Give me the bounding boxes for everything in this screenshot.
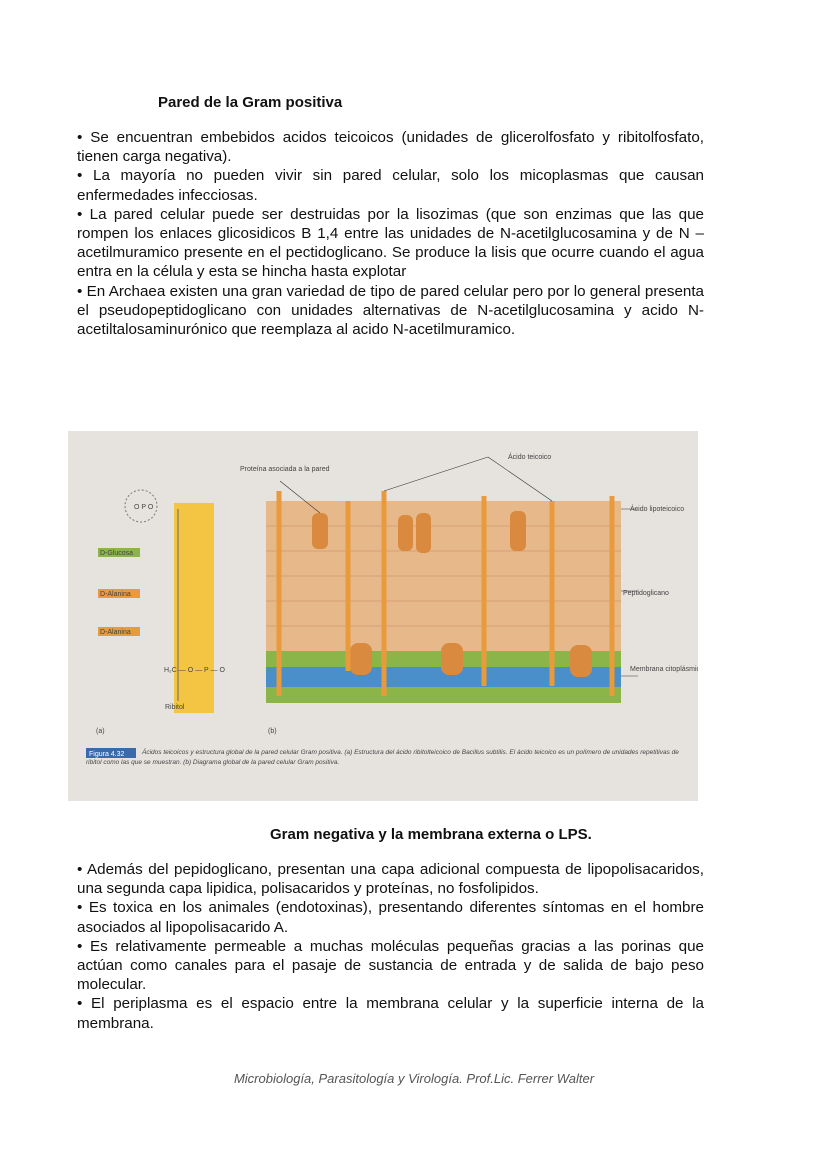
gram-negative-text <box>77 860 704 1033</box>
svg-text:H₂C — O — P — O: H₂C — O — P — O <box>164 667 225 674</box>
bullet-item: • El periplasma es el espacio entre la membrana celular y la superficie interna de la membrana. <box>77 995 704 1032</box>
ribitol-label: Ribitol <box>165 704 185 711</box>
bullet-item: • Es relativamente permeable a muchas moléculas pequeñas gracias a las porinas que actúan como canales para el pasaje de sustancia de entrada y de salida de bajo peso molecular. <box>77 937 704 994</box>
figure-number: Figura 4.32 <box>89 751 125 758</box>
protein-label: Proteína asociada a la pared <box>240 466 330 473</box>
bullet-item: • En Archaea existen una gran variedad de tipo de pared celular pero por lo general presenta el pseudopeptidoglicano con unidades alternativas de N-acetilglucosamina y acido N- acetiltalosaminurónico que reemplaza al acido N-acetilmuramico. <box>77 282 704 339</box>
bullet-item: • Se encuentran embebidos acidos teicoicos (unidades de glicerolfosfato y ribitolfosfato, tienen carga negativa). <box>77 129 704 166</box>
bullet-item: • Es toxica en los animales (endotoxinas), presentando diferentes síntomas en el hombre asociados al lipopolisacarido A. <box>77 899 704 936</box>
figure-caption: Ácidos teicoicos y estructura global de la pared celular Gram positiva. (a) Estructura del ácido ribitolteicoico de Bacillus subtilis. El ácido teicoico es un polímero de unidades repetitivas de ribitol como las que se muestran. (b) Diagrama global de la pared celular Gram positiva. <box>86 749 679 766</box>
bullet-item: • La mayoría no pueden vivir sin pared celular, solo los micoplasmas que causan enfermedades infecciosas. <box>77 167 704 204</box>
panel-b-letter: (b) <box>268 728 277 735</box>
alanine-label: D-Alanina <box>100 629 131 636</box>
bullet-item: • La pared celular puede ser destruidas por la lisozimas (que son enzimas que las que rompen los enlaces glicosidicos B 1,4 entre las unidades de N-acetilglucosamina y de N –acetilmuramico presente en el pectidoglicano. Se produce la lisis que ocurre cuando el agua entra en la célula y esta se hincha hasta explotar <box>77 205 704 281</box>
glucose-label: D-Glucosa <box>100 550 134 557</box>
panel-a-letter: (a) <box>96 728 105 735</box>
section-title-gram-negative: Gram negativa y la membrana externa o LPS. <box>270 826 592 843</box>
alanine-label: D-Alanina <box>100 591 131 598</box>
teichoic-label: Ácido teicoico <box>508 454 552 461</box>
membrane-label: Membrana citoplásmica <box>630 666 698 673</box>
figure-gram-positive-wall <box>68 431 698 801</box>
page-footer: Microbiología, Parasitología y Virología. Prof.Lic. Ferrer Walter <box>233 1071 595 1086</box>
svg-text:O P O: O P O <box>134 504 154 511</box>
gram-positive-text <box>77 128 704 339</box>
peptidoglycan-label: Peptidoglicano <box>623 590 669 597</box>
lipoteichoic-label: Ácido lipoteicoico <box>630 506 685 513</box>
bullet-item: • Además del pepidoglicano, presentan una capa adicional compuesta de lipopolisacaridos, una segunda capa lipidica, polisacaridos y proteínas, no fosfolipidos. <box>77 861 704 898</box>
section-title-gram-positive: Pared de la Gram positiva <box>158 94 343 111</box>
